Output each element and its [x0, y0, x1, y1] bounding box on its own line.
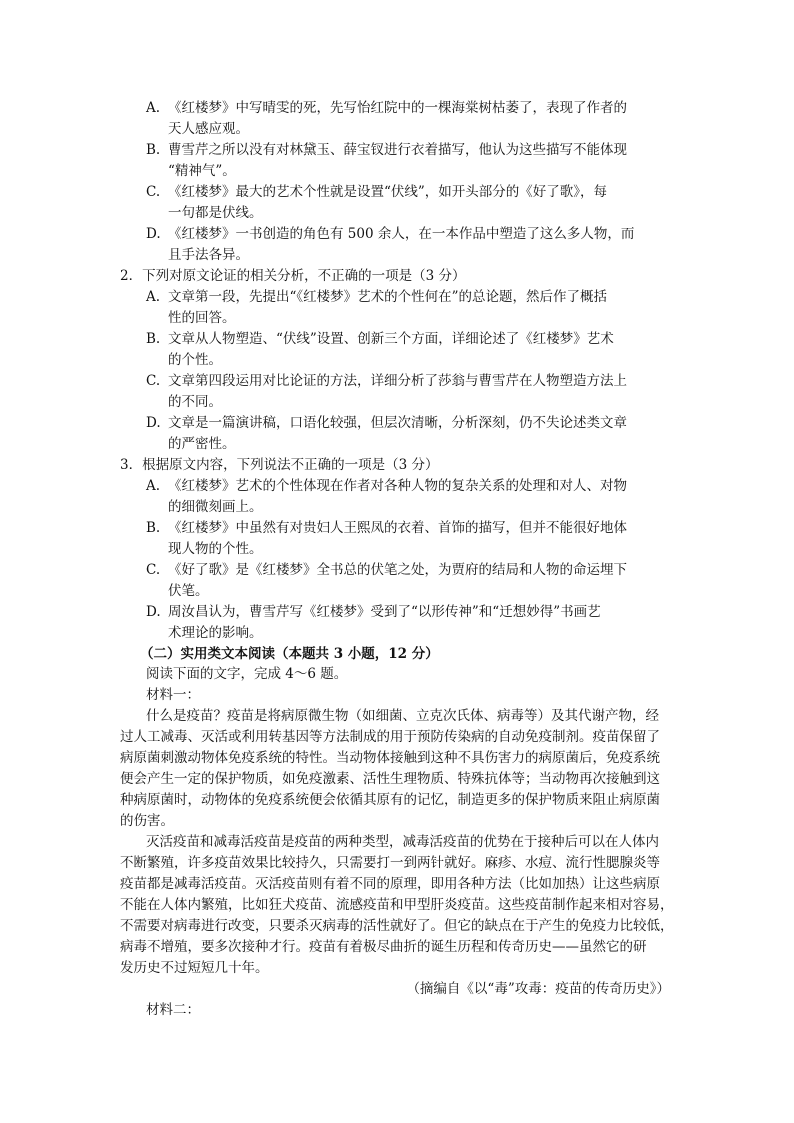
- q3-option-a-letter: A.: [146, 478, 161, 494]
- q1-option-a-line1: 《红楼梦》中写晴雯的死，先写怡红院中的一棵海棠树枯萎了，表现了作者的: [168, 100, 627, 116]
- q3-stem: 3．根据原文内容，下列说法不正确的一项是（3 分）: [120, 457, 439, 473]
- paragraph-1-line-2: 过人工减毒、灭活或利用转基因等方法制成的用于预防传染病的自动免疫制剂。疫苗保留了: [120, 729, 660, 745]
- q1-option-c-letter: C.: [146, 184, 161, 200]
- material-2-label: 材料二：: [146, 1002, 200, 1018]
- q2-option-c-line2: 的不同。: [168, 394, 222, 410]
- q1-option-c-line2: 一句都是伏线。: [168, 205, 263, 221]
- paragraph-2-line-7: 发历史不过短短几十年。: [120, 960, 269, 976]
- q3-option-c-line2: 伏笔。: [168, 583, 209, 599]
- paragraph-2-line-1: 灭活疫苗和减毒活疫苗是疫苗的两种类型，减毒活疫苗的优势在于接种后可以在人体内: [146, 834, 659, 850]
- q3-option-d-line2: 术理论的影响。: [168, 625, 263, 641]
- q1-option-b-line2: “精神气”。: [168, 163, 236, 179]
- q2-option-c-letter: C.: [146, 373, 161, 389]
- q3-option-d-line1: 周汝昌认为，曹雪芹写《红楼梦》受到了“以形传神”和“迁想妙得”书画艺: [168, 604, 601, 620]
- q1-option-c-line1: 《红楼梦》最大的艺术个性就是设置“伏线”，如开头部分的《好了歌》，每: [168, 184, 608, 200]
- q3-option-a-line2: 的细微刻画上。: [168, 499, 263, 515]
- q3-option-b-letter: B.: [146, 520, 161, 536]
- section-heading: （二）实用类文本阅读（本题共 3 小题，12 分）: [140, 646, 439, 662]
- source-citation: （摘编自《以“毒”攻毒：疫苗的传奇历史》）: [406, 981, 670, 997]
- q2-option-b-line1: 文章从人物塑造、“伏线”设置、创新三个方面，详细论述了《红楼梦》艺术: [168, 331, 614, 347]
- q1-option-d-letter: D.: [146, 226, 161, 242]
- q1-option-b-line1: 曹雪芹之所以没有对林黛玉、薛宝钗进行衣着描写，他认为这些描写不能体现: [168, 142, 627, 158]
- q3-option-b-line2: 现人物的个性。: [168, 541, 263, 557]
- section-instruction: 阅读下面的文字，完成 4～6 题。: [146, 666, 348, 682]
- paragraph-2-line-4: 不能在人体内繁殖，比如狂犬疫苗、流感疫苗和甲型肝炎疫苗。这些疫苗制作起来相对容易，: [120, 897, 674, 913]
- q2-option-a-letter: A.: [146, 289, 161, 305]
- q3-option-b-line1: 《红楼梦》中虽然有对贵妇人王熙凤的衣着、首饰的描写，但并不能很好地体: [168, 520, 627, 536]
- q2-option-b-line2: 的个性。: [168, 352, 222, 368]
- q1-option-b-letter: B.: [146, 142, 161, 158]
- q2-option-a-line2: 性的回答。: [168, 310, 236, 326]
- q2-option-d-line1: 文章是一篇演讲稿，口语化较强，但层次清晰，分析深刻，仍不失论述类文章: [168, 415, 627, 431]
- q3-option-d-letter: D.: [146, 604, 161, 620]
- paragraph-1-line-1: 什么是疫苗？疫苗是将病原微生物（如细菌、立克次氏体、病毒等）及其代谢产物，经: [146, 708, 659, 724]
- q2-option-d-letter: D.: [146, 415, 161, 431]
- paragraph-1-line-5: 种病原菌时，动物体的免疫系统便会依循其原有的记忆，制造更多的保护物质来阻止病原菌: [120, 792, 660, 808]
- material-1-label: 材料一：: [146, 687, 200, 703]
- q1-option-d-line1: 《红楼梦》一书创造的角色有 500 余人，在一本作品中塑造了这么多人物，而: [168, 226, 635, 242]
- q1-option-d-line2: 且手法各异。: [168, 247, 249, 263]
- q2-option-c-line1: 文章第四段运用对比论证的方法，详细分析了莎翁与曹雪芹在人物塑造方法上: [168, 373, 627, 389]
- paragraph-2-line-3: 疫苗都是减毒活疫苗。灭活疫苗则有着不同的原理，即用各种方法（比如加热）让这些病原: [120, 876, 660, 892]
- paragraph-1-line-6: 的伤害。: [120, 813, 174, 829]
- paragraph-2-line-6: 病毒不增殖，要多次接种才行。疫苗有着极尽曲折的诞生历程和传奇历史——虽然它的研: [120, 939, 647, 955]
- q3-option-c-letter: C.: [146, 562, 161, 578]
- q1-option-a-line2: 天人感应观。: [168, 121, 249, 137]
- q2-option-d-line2: 的严密性。: [168, 436, 236, 452]
- q2-option-a-line1: 文章第一段，先提出“《红楼梦》艺术的个性何在”的总论题，然后作了概括: [168, 289, 608, 305]
- paragraph-1-line-4: 便会产生一定的保护物质，如免疫激素、活性生理物质、特殊抗体等；当动物再次接触到这: [120, 771, 660, 787]
- q3-option-c-line1: 《好了歌》是《红楼梦》全书总的伏笔之处，为贾府的结局和人物的命运埋下: [168, 562, 627, 578]
- q2-stem: 2．下列对原文论证的相关分析，不正确的一项是（3 分）: [120, 268, 466, 284]
- paragraph-1-line-3: 病原菌刺激动物体免疫系统的特性。当动物体接触到这种不具伤害力的病原菌后，免疫系统: [120, 750, 660, 766]
- paragraph-2-line-5: 不需要对病毒进行改变，只要杀灭病毒的活性就好了。但它的缺点在于产生的免疫力比较低，: [120, 918, 674, 934]
- paragraph-2-line-2: 不断繁殖，许多疫苗效果比较持久，只需要打一到两针就好。麻疹、水痘、流行性腮腺炎等: [120, 855, 660, 871]
- q1-option-a-letter: A.: [146, 100, 161, 116]
- q3-option-a-line1: 《红楼梦》艺术的个性体现在作者对各种人物的复杂关系的处理和对人、对物: [168, 478, 627, 494]
- q2-option-b-letter: B.: [146, 331, 161, 347]
